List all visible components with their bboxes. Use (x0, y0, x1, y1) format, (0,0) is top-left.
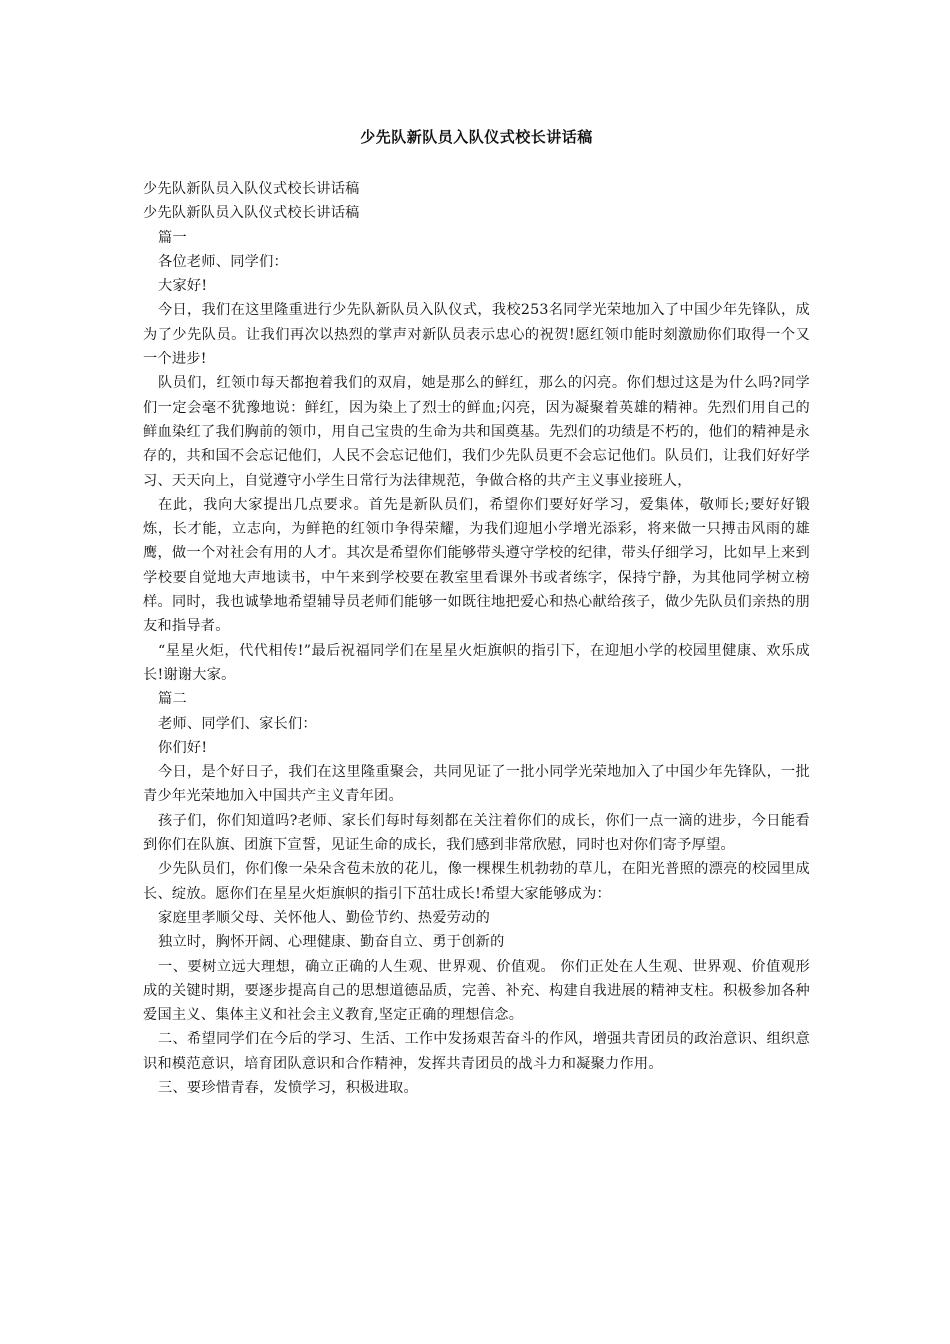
paragraph: 少先队新队员入队仪式校长讲话稿 (143, 205, 360, 222)
paragraph: 一、要树立远大理想，确立正确的人生观、世界观、价值观。 你们正处在人生观、世界观、价值观形成的关键时期，要逐步提高自己的思想道德品质，完善、补充、构建自我进展的精神支柱。积极参加各种爱国主义、集体主义和社会主义教育,坚定正确的理想信念。 (143, 958, 810, 1024)
paragraph: 少先队员们，你们像一朵朵含苞未放的花儿，像一棵棵生机勃勃的草儿，在阳光普照的漂亮的校园里成长、绽放。愿你们在星星火炬旗帜的指引下茁壮成长!希望大家能够成为： (143, 861, 810, 902)
paragraph: 大家好! (158, 278, 208, 295)
document-body (143, 177, 810, 1100)
paragraph: “星星火炬，代代相传!”最后祝福同学们在星星火炬旗帜的指引下，在迎旭小学的校园里健康、欢乐成长!谢谢大家。 (143, 642, 810, 683)
paragraph: 篇二 (158, 691, 187, 708)
paragraph: 家庭里孝顺父母、关怀他人、勤俭节约、热爱劳动的 (158, 909, 491, 926)
paragraph: 老师、同学们、家长们： (158, 715, 317, 732)
document-title: 少先队新队员入队仪式校长讲话稿 (360, 128, 593, 146)
paragraph: 二、希望同学们在今后的学习、生活、工作中发扬艰苦奋斗的作风，增强共青团员的政治意识、组织意识和模范意识，培育团队意识和合作精神，发挥共青团员的战斗力和凝聚力作用。 (143, 1031, 810, 1072)
paragraph: 队员们，红领巾每天都抱着我们的双肩，她是那么的鲜红，那么的闪亮。你们想过这是为什么吗?同学们一定会毫不犹豫地说：鲜红，因为染上了烈士的鲜血;闪亮，因为凝聚着英雄的精神。先烈们用自己的鲜血染红了我们胸前的领巾，用自己宝贵的生命为共和国奠基。先烈们的功绩是不朽的，他们的精神是永存的，共和国不会忘记他们，人民不会忘记他们，我们少先队员更不会忘记他们。队员们，让我们好好学习、天天向上，自觉遵守小学生日常行为法律规范，争做合格的共产主义事业接班人， (143, 375, 810, 489)
paragraph: 在此，我向大家提出几点要求。首先是新队员们，希望你们要好好学习，爱集体，敬师长;要好好锻炼，长才能，立志向，为鲜艳的红领巾争得荣耀，为我们迎旭小学增光添彩，将来做一只搏击风雨的雄鹰，做一个对社会有用的人才。其次是希望你们能够带头遵守学校的纪律，带头仔细学习，比如早上来到学校要自觉地大声地读书，中午来到学校要在教室里看课外书或者练字，保持宁静，为其他同学树立榜样。同时，我也诚挚地希望辅导员老师们能够一如既往地把爱心和热心献给孩子，做少先队员们亲热的朋友和指导者。 (143, 496, 810, 635)
paragraph: 篇一 (158, 229, 187, 246)
paragraph: 各位老师、同学们： (158, 253, 288, 270)
paragraph: 今日，我们在这里隆重进行少先队新队员入队仪式，我校253名同学光荣地加入了中国少年先锋队，成为了少先队员。让我们再次以热烈的掌声对新队员表示忠心的祝贺!愿红领巾能时刻激励你们取得一个又一个进步! (143, 302, 810, 368)
paragraph: 今日，是个好日子，我们在这里隆重聚会，共同见证了一批小同学光荣地加入了中国少年先锋队，一批青少年光荣地加入中国共产主义青年团。 (143, 764, 810, 805)
paragraph: 你们好! (158, 739, 208, 756)
paragraph: 孩子们，你们知道吗?老师、家长们每时每刻都在关注着你们的成长，你们一点一滴的进步，今日能看到你们在队旗、团旗下宣誓，见证生命的成长，我们感到非常欣慰，同时也对你们寄予厚望。 (143, 812, 810, 854)
paragraph: 少先队新队员入队仪式校长讲话稿 (143, 181, 360, 197)
paragraph: 独立时，胸怀开阔、心理健康、勤奋自立、勇于创新的 (158, 934, 505, 951)
paragraph: 三、要珍惜青春，发愤学习，积极进取。 (158, 1079, 418, 1096)
document-page (143, 125, 810, 1100)
